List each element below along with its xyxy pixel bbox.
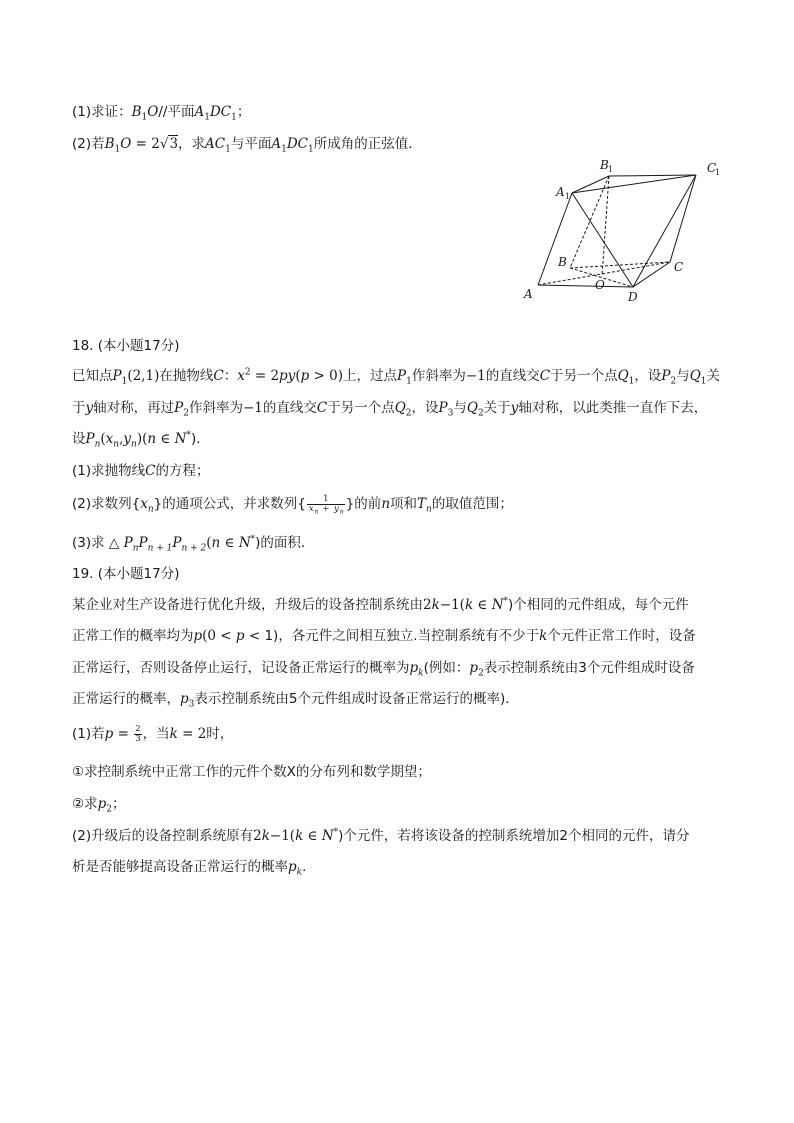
math: p [409, 660, 419, 676]
text: ，当 [142, 726, 170, 742]
math-sub: 1 [121, 376, 128, 387]
math-o: O [120, 136, 132, 152]
math: −1( [269, 828, 296, 844]
math: p [104, 726, 114, 742]
math-sub: 1 [231, 112, 237, 123]
math: ( [295, 368, 301, 384]
q19-line1 [72, 595, 689, 615]
q18-line1 [72, 366, 720, 386]
math: T [417, 496, 427, 512]
math-o: O [147, 104, 159, 120]
text: 轴对称，以此类推一直作下去， [518, 400, 708, 416]
math: = 2 [250, 368, 280, 384]
math: p [300, 368, 310, 384]
math: p [288, 859, 297, 875]
edge-c1-d [633, 175, 696, 287]
math: 2 [253, 828, 262, 844]
text: 的直线交 [262, 400, 317, 416]
math: > 0) [309, 368, 343, 384]
math: k [539, 628, 548, 644]
math: C [213, 368, 224, 384]
text: (2)若 [72, 136, 105, 152]
math-sub: n [339, 508, 344, 516]
math: P [172, 535, 182, 551]
edge-b1-c1 [609, 175, 696, 176]
math: k [464, 597, 474, 613]
math: y [510, 400, 519, 416]
label-sub: 1 [565, 192, 571, 201]
text: (例如： [423, 660, 470, 676]
q18-part2 [72, 494, 513, 514]
text: 轴对称，再过 [93, 400, 175, 416]
math-sub: n [147, 504, 154, 515]
math-sup: * [250, 534, 256, 545]
text: 析是否能够提高设备正常运行的概率 [72, 859, 288, 875]
text: }的通项公式，并求数列{ [153, 496, 306, 512]
text: 上，过点 [343, 368, 397, 384]
text: 于 [72, 400, 86, 416]
math: P [438, 400, 448, 416]
math: P [174, 400, 184, 416]
prism-figure [510, 150, 730, 310]
math: x [308, 503, 314, 514]
text: 于另一个点 [550, 368, 618, 384]
q19-line2 [72, 626, 696, 646]
text: )的面积． [255, 535, 315, 551]
math-sub: 2 [405, 408, 412, 419]
text: }的前 [345, 496, 382, 512]
math: k [169, 726, 178, 742]
q19-part1-sub1: ①求控制系统中正常工作的元件个数X的分布列和数学期望； [72, 764, 431, 780]
math-sub: n [314, 508, 319, 516]
q19-part1 [72, 724, 233, 744]
math: p [469, 660, 479, 676]
text: ： [223, 368, 238, 384]
math: C [316, 400, 328, 416]
label-o: O [595, 278, 605, 292]
text: 已知点 [72, 368, 113, 384]
math-sub: 2 [670, 376, 677, 387]
q19-part1-sub2 [72, 794, 126, 814]
label-b: B [558, 255, 567, 269]
q18-header: 18. (本小题17分) [72, 338, 180, 354]
math: N [491, 597, 504, 613]
text: (2)升级后的设备控制系统原有 [72, 828, 254, 844]
math-sub: 1 [700, 376, 707, 387]
math: , [119, 431, 124, 447]
q19-part2-line1 [72, 826, 690, 846]
text: )． [190, 431, 210, 447]
math: )( [136, 431, 148, 447]
math: Q [394, 400, 406, 416]
label-sub: 1 [715, 168, 721, 177]
math-sub: k [296, 867, 303, 878]
text: 正常工作的概率均为 [72, 628, 194, 644]
math: k [295, 828, 304, 844]
math: k [261, 828, 270, 844]
sqrt-value: 3 [169, 136, 179, 152]
text: ； [112, 796, 126, 812]
math: n [381, 496, 391, 512]
text: 设 [72, 431, 86, 447]
math: (2,1) [127, 368, 160, 384]
sqrt-symbol: √ [159, 136, 169, 152]
label-c1: C [707, 161, 717, 175]
math: n [211, 535, 221, 551]
text: 项和 [390, 496, 418, 512]
text: 正常运行，否则设备停止运行，记设备正常运行的概率为 [72, 660, 410, 676]
math-sub: 2 [478, 668, 484, 679]
edge-a-d [538, 285, 633, 287]
math-sub: n [132, 543, 139, 554]
text: (1)求抛物线 [72, 463, 146, 479]
math-sub: 3 [188, 699, 195, 710]
edge-a-a1 [538, 193, 572, 285]
math-sub: n [113, 439, 120, 450]
text: 的方程； [155, 463, 210, 479]
q19-part2-line2 [72, 857, 316, 877]
text: 表示控制系统由5个元件组成时设备正常运行的概率)． [194, 691, 519, 707]
math: −1 [242, 400, 263, 416]
math-sub: 1 [628, 376, 635, 387]
math-ac: AC [205, 136, 226, 152]
math-sub: k [418, 668, 424, 679]
fraction-numerator: 2 [135, 723, 141, 734]
math: P [661, 368, 671, 384]
math: P [123, 535, 133, 551]
math-sub: 3 [447, 408, 454, 419]
math: ∈ [303, 828, 322, 844]
math-sub: 1 [114, 144, 121, 155]
math-sub: 1 [141, 112, 148, 123]
math-sub: n [94, 439, 101, 450]
math: n [147, 431, 157, 447]
text: ； [236, 104, 251, 120]
math: Q [466, 400, 478, 416]
q18-part1 [72, 461, 209, 481]
math: Q [689, 368, 701, 384]
edge-c1-c [670, 175, 696, 262]
math: py [279, 368, 296, 384]
math-sub: 1 [308, 144, 314, 155]
text: ． [302, 859, 316, 875]
q18-line2 [72, 398, 707, 418]
text: )个元件，若将该设备的控制系统增加2个相同的元件，请分 [338, 828, 690, 844]
math: x [105, 431, 114, 447]
math: x [140, 496, 148, 512]
q17-part2 [72, 134, 422, 154]
text: 某企业对生产设备进行优化升级，升级后的设备控制系统由 [72, 597, 423, 613]
math: p [235, 628, 245, 644]
text: //平面 [158, 104, 195, 120]
math-sub: n + 2 [181, 543, 207, 554]
math-sub: 1 [204, 112, 210, 123]
math: N [238, 535, 251, 551]
math-b: B [131, 104, 142, 120]
fraction-numerator: 1 [323, 493, 329, 504]
math-sub: 1 [281, 144, 287, 155]
math-dc: DC [209, 104, 232, 120]
text: ，求 [178, 136, 206, 152]
math-sub: 1 [406, 376, 412, 387]
text: 于另一个点 [327, 400, 395, 416]
math-a: A [271, 136, 282, 152]
math: ∈ [473, 597, 492, 613]
math: p [97, 796, 107, 812]
q17-part1-label: (1)求证： [72, 104, 132, 120]
math: x [237, 368, 245, 384]
math: P [112, 368, 122, 384]
fraction-denominator: 3 [135, 733, 141, 744]
math-sub: n [131, 439, 137, 450]
text: (2)求数列{ [72, 496, 141, 512]
edge-d-c [633, 262, 670, 287]
math-eq: = 2 [131, 136, 160, 152]
label-b1: B [600, 158, 609, 172]
math-sub: 2 [183, 408, 189, 419]
text: < 1)，各元件之间相互独立.当控制系统有不少于 [244, 628, 540, 644]
math: (0 < [202, 628, 236, 644]
math: p [193, 628, 203, 644]
text: )个相同的元件组成，每个元件 [508, 597, 689, 613]
text: 的直线交 [485, 368, 540, 384]
math: k [431, 597, 440, 613]
math: N [321, 828, 334, 844]
text: 与 [676, 368, 690, 384]
q19-header: 19. (本小题17分) [72, 566, 180, 582]
text: 与平面 [230, 136, 272, 152]
text: ，设 [411, 400, 439, 416]
math: P [397, 368, 407, 384]
math: N [174, 431, 187, 447]
label-sub: 1 [608, 165, 614, 174]
text: 的取值范围； [431, 496, 513, 512]
math-sub: 2 [477, 408, 484, 419]
math-sup: * [186, 430, 191, 441]
math: −1( [439, 597, 465, 613]
math-sub: n + 1 [147, 543, 173, 554]
label-a: A [524, 287, 533, 301]
math: C [539, 368, 551, 384]
math: ( [100, 431, 106, 447]
math-a: A [194, 104, 205, 120]
math: ∈ [220, 535, 239, 551]
text: 关 [706, 368, 721, 384]
math-sup: * [333, 827, 339, 838]
math: −1 [465, 368, 486, 384]
label-c: C [674, 260, 684, 274]
text: ②求 [72, 796, 98, 812]
fraction [134, 725, 141, 744]
text: 正常运行的概率， [72, 691, 180, 707]
math: y [334, 503, 339, 514]
math: + [319, 503, 333, 514]
math-sub: 2 [106, 804, 112, 815]
math-sup: 2 [244, 367, 251, 378]
q19-line4 [72, 689, 519, 709]
text: 所成角的正弦值． [313, 136, 422, 152]
math: P [85, 431, 95, 447]
math-sub: 1 [225, 144, 231, 155]
math: = 2时， [177, 726, 234, 742]
math: P [138, 535, 148, 551]
label-d: D [628, 290, 638, 304]
text: 作斜率为 [411, 368, 466, 384]
label-a1: A [556, 185, 565, 199]
math: = [113, 726, 134, 742]
text: 个元件正常工作时，设备 [547, 628, 696, 644]
math: 2 [423, 597, 432, 613]
text: (1)若 [72, 726, 105, 742]
q17-part1 [72, 102, 250, 122]
text: 关于 [483, 400, 511, 416]
text: ，设 [634, 368, 662, 384]
q18-line3 [72, 429, 210, 449]
math: ( [206, 535, 212, 551]
edge-b1-b [570, 176, 609, 268]
text: (3)求 △ [72, 535, 124, 551]
math-b: B [104, 136, 115, 152]
text: 作斜率为 [188, 400, 243, 416]
math: y [85, 400, 94, 416]
text: 在抛物线 [159, 368, 214, 384]
text: 表示控制系统由3个元件组成时设备 [483, 660, 695, 676]
math: p [180, 691, 189, 707]
math-sub: n [426, 504, 432, 515]
q18-part3 [72, 533, 314, 553]
math-dc: DC [286, 136, 309, 152]
q19-line3 [72, 658, 695, 678]
math-sup: * [503, 596, 509, 607]
math: ∈ [156, 431, 175, 447]
math: Q [617, 368, 629, 384]
fraction [307, 495, 345, 514]
fraction-denominator [307, 504, 345, 514]
math: C [145, 463, 156, 479]
math: y [123, 431, 132, 447]
text: 与 [453, 400, 467, 416]
